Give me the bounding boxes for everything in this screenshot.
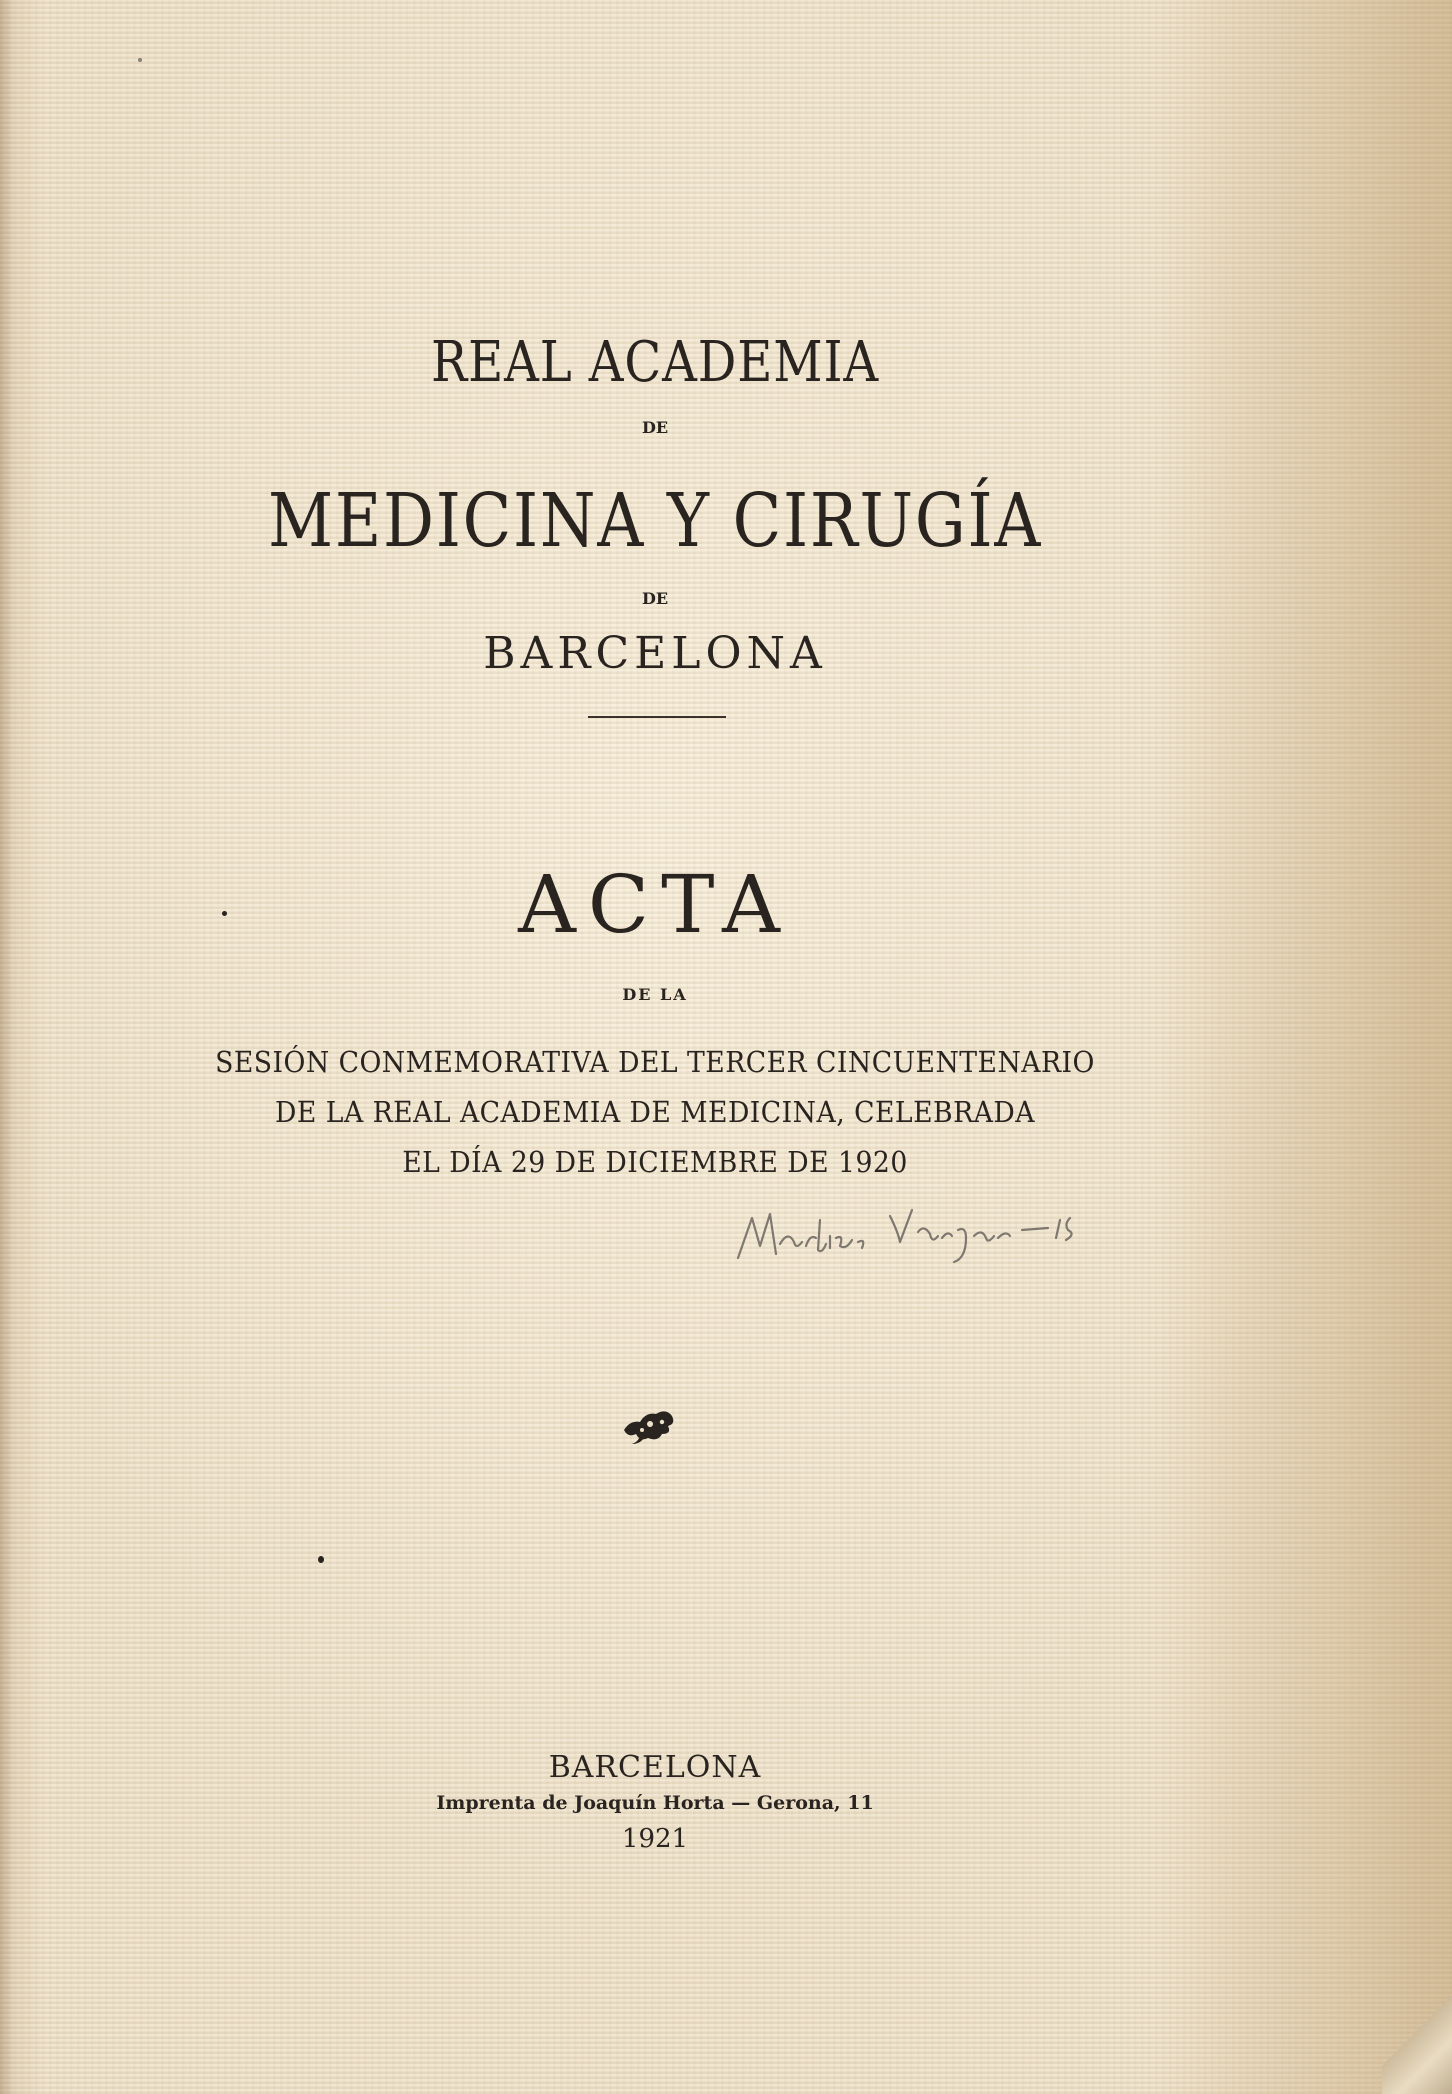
imprint-city: BARCELONA xyxy=(548,1750,762,1785)
description-line-3: EL DÍA 29 DE DICIEMBRE DE 1920 xyxy=(402,1145,908,1179)
divider-rule xyxy=(588,716,726,718)
fleuron-icon xyxy=(620,1400,676,1446)
academy-city: BARCELONA xyxy=(483,628,827,679)
connector-de-la: DE LA xyxy=(622,985,688,1004)
corner-fold xyxy=(1382,1984,1452,2094)
description-line-2: DE LA REAL ACADEMIA DE MEDICINA, CELEBRADA xyxy=(275,1095,1035,1129)
academy-name-line2: MEDICINA Y CIRUGÍA xyxy=(267,478,1042,564)
imprint-year: 1921 xyxy=(621,1824,689,1854)
ink-speck xyxy=(318,1556,324,1563)
ink-speck xyxy=(222,911,227,916)
connector-de-2: DE xyxy=(641,589,669,608)
academy-name-line1: REAL ACADEMIA xyxy=(431,330,879,395)
handwritten-signature xyxy=(730,1180,1170,1270)
ink-speck xyxy=(138,58,142,62)
description-line-1: SESIÓN CONMEMORATIVA DEL TERCER CINCUENTENARIO xyxy=(215,1045,1095,1079)
imprint-printer: Imprenta de Joaquín Horta — Gerona, 11 xyxy=(436,1792,874,1814)
connector-de-1: DE xyxy=(641,418,669,437)
document-title: ACTA xyxy=(518,858,792,951)
